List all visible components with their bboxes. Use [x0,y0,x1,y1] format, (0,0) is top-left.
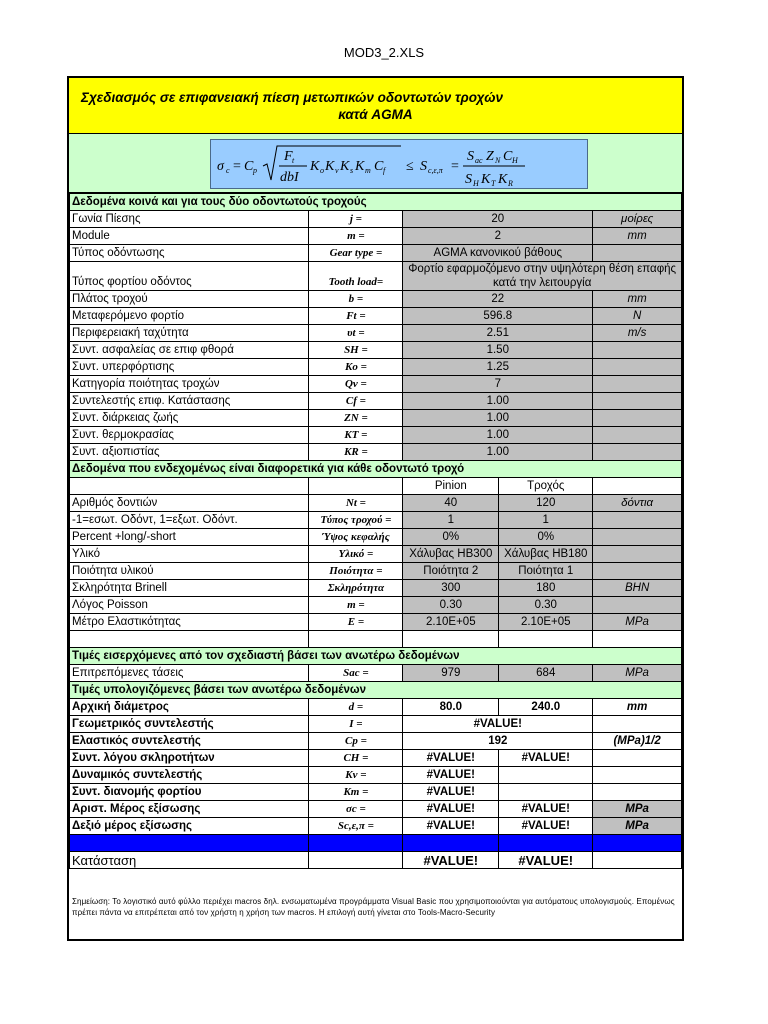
row-value[interactable]: 1.00 [403,444,593,461]
row-unit[interactable] [593,750,682,767]
row-symbol[interactable]: KR = [309,444,403,461]
pinion-value[interactable]: 80.0 [403,699,499,716]
svg-text:o: o [320,166,324,175]
blank-cell[interactable] [403,835,499,852]
blank-cell[interactable] [593,631,682,648]
row-label[interactable]: Συντ. υπερφόρτισης [70,359,309,376]
blank-cell[interactable] [70,631,309,648]
row-symbol[interactable]: Σκληρότητα [309,580,403,597]
row-unit[interactable] [593,393,682,410]
row-value[interactable]: 20 [403,211,593,228]
row-unit[interactable]: m/s [593,325,682,342]
row-unit[interactable] [593,512,682,529]
common-row [70,262,682,291]
blank-cell[interactable] [593,478,682,495]
row-label[interactable]: -1=εσωτ. Οδόντ, 1=εξωτ. Οδόντ. [70,512,309,529]
row-label[interactable]: Συντ. λόγου σκληροτήτων [70,750,309,767]
svg-text:c,ε,π: c,ε,π [428,166,443,175]
gear-value[interactable]: 180 [499,580,593,597]
column-header-row [70,478,682,495]
pinion-value[interactable]: 1 [403,512,499,529]
svg-text:ac: ac [475,156,483,165]
row-unit[interactable] [593,427,682,444]
svg-text:K: K [355,159,365,174]
common-row [70,444,682,461]
common-row [70,376,682,393]
gear-row [70,614,682,631]
row-label[interactable]: Λόγος Poisson [70,597,309,614]
row-value[interactable]: AGMA κανονικού βάθους [403,245,593,262]
gear-row [70,546,682,563]
calc-row [70,716,682,733]
row-unit[interactable] [593,784,682,801]
pinion-status[interactable]: #VALUE! [403,852,499,869]
row-label[interactable]: Συντ. θερμοκρασίας [70,427,309,444]
calc-row [70,733,682,750]
pinion-value[interactable]: 40 [403,495,499,512]
title-line-1: Σχεδιασμός σε επιφανειακή πίεση μετωπικών οδοντωτών τροχών [81,90,503,105]
common-row [70,325,682,342]
row-unit[interactable] [593,376,682,393]
common-row [70,245,682,262]
row-value[interactable]: Φορτίο εφαρμοζόμενο στην υψηλότερη θέση επαφής κατά την λειτουργία [403,262,682,291]
row-value[interactable]: 1.00 [403,393,593,410]
calc-row [70,750,682,767]
svg-text:=: = [451,159,459,174]
row-label[interactable]: Συντ. διανομής φορτίου [70,784,309,801]
row-unit[interactable]: mm [593,699,682,716]
svg-text:C: C [374,159,384,174]
pinion-value[interactable]: #VALUE! [403,801,499,818]
row-label[interactable]: Περιφερειακή ταχύτητα [70,325,309,342]
section-calculated-label[interactable]: Τιμές υπολογιζόμενες βάσει των ανωτέρω δεδομένων [70,682,682,699]
svg-text:S: S [420,159,427,174]
row-label[interactable]: Αριστ. Μέρος εξίσωσης [70,801,309,818]
row-unit[interactable]: δόντια [593,495,682,512]
row-label[interactable]: Σκληρότητα Brinell [70,580,309,597]
row-unit[interactable] [593,563,682,580]
gear-value[interactable]: 1 [499,512,593,529]
row-label[interactable]: Μεταφερόμενο φορτίο [70,308,309,325]
row-unit[interactable]: MPa [593,801,682,818]
pinion-value[interactable]: #VALUE! [403,784,499,801]
row-symbol[interactable]: Υλικό = [309,546,403,563]
common-row [70,342,682,359]
svg-text:≤: ≤ [406,159,414,174]
row-label[interactable]: Κατάσταση [70,852,309,869]
row-unit[interactable] [593,410,682,427]
row-symbol[interactable]: σc = [309,801,403,818]
row-symbol[interactable]: Sc,ε,π = [309,818,403,835]
svg-text:p: p [253,166,257,175]
row-symbol[interactable]: Tooth load= [309,262,403,291]
gear-value[interactable]: 0% [499,529,593,546]
gear-value[interactable] [499,767,593,784]
svg-text:v: v [335,166,339,175]
blank-cell[interactable] [70,835,309,852]
gear-value[interactable]: #VALUE! [499,750,593,767]
row-unit[interactable]: mm [593,291,682,308]
row-label[interactable]: Γεωμετρικός συντελεστής [70,716,309,733]
row-unit[interactable]: MPa [593,818,682,835]
row-unit[interactable]: BHN [593,580,682,597]
row-label[interactable]: Συντ. διάρκειας ζωής [70,410,309,427]
row-value[interactable]: 1.00 [403,427,593,444]
svg-text:C: C [503,149,513,164]
row-value[interactable]: 596.8 [403,308,593,325]
row-symbol[interactable]: Ko = [309,359,403,376]
row-symbol[interactable]: m = [309,228,403,245]
row-value[interactable]: 1.00 [403,410,593,427]
blank-cell[interactable] [70,478,309,495]
input-row [70,665,682,682]
agma-formula [210,139,588,189]
row-symbol[interactable]: d = [309,699,403,716]
gear-row [70,563,682,580]
calc-row [70,767,682,784]
section-common-label[interactable]: Δεδομένα κοινά και για τους δύο οδοντωτούς τροχούς [70,194,682,211]
blank-cell[interactable] [499,835,593,852]
calc-row [70,801,682,818]
row-label[interactable]: Module [70,228,309,245]
blank-cell[interactable] [499,631,593,648]
row-unit[interactable] [593,597,682,614]
gear-value[interactable]: 0.30 [499,597,593,614]
row-symbol[interactable]: Km = [309,784,403,801]
common-row [70,393,682,410]
row-label[interactable]: Τύπος φορτίου οδόντος [70,262,309,291]
gear-status[interactable]: #VALUE! [499,852,593,869]
row-unit[interactable]: MPa [593,614,682,631]
row-unit[interactable]: μοίρες [593,211,682,228]
blank-cell[interactable] [309,852,403,869]
svg-text:F: F [284,149,293,164]
svg-text:S: S [467,149,474,164]
combined-value[interactable]: #VALUE! [403,716,593,733]
svg-text:=: = [233,159,241,174]
row-label[interactable]: Μέτρο Ελαστικότητας [70,614,309,631]
calc-row [70,818,682,835]
pinion-value[interactable]: 2.10E+05 [403,614,499,631]
common-row [70,211,682,228]
row-label[interactable]: Τύπος οδόντωσης [70,245,309,262]
row-symbol[interactable]: SH = [309,342,403,359]
row-symbol[interactable]: CH = [309,750,403,767]
row-value[interactable]: 2 [403,228,593,245]
row-symbol[interactable]: Τύπος τροχού = [309,512,403,529]
gear-value[interactable] [499,784,593,801]
pinion-value[interactable]: Ποιότητα 2 [403,563,499,580]
section-calculated [70,682,682,699]
svg-text:T: T [491,179,496,188]
svg-text:m: m [365,166,371,175]
macro-note: Σημείωση: Το λογιστικό αυτό φύλλο περιέχει macros δηλ. ενσωματωμένα προγράμματα Visual Basic που χρησιμοποιούνται για αυτόματους υπολογισμούς. Επομένως πρέπει πάντα να επιτρέπεται από τον χρήστη η χρήση των macros. Η επιλογή αυτή γίνεται στο Tools-Macro-Security [72,897,675,917]
row-label[interactable]: Ελαστικός συντελεστής [70,733,309,750]
header-pinion[interactable]: Pinion [403,478,499,495]
pinion-value[interactable]: #VALUE! [403,750,499,767]
blank-cell[interactable] [593,852,682,869]
row-unit[interactable] [593,546,682,563]
common-row [70,228,682,245]
row-label[interactable]: Κατηγορία ποιότητας τροχών [70,376,309,393]
blank-cell[interactable] [403,631,499,648]
row-value[interactable]: 1.25 [403,359,593,376]
row-value[interactable]: 22 [403,291,593,308]
row-label[interactable]: Δυναμικός συντελεστής [70,767,309,784]
row-unit[interactable] [593,529,682,546]
pinion-value[interactable]: 300 [403,580,499,597]
svg-text:σ: σ [217,159,224,174]
row-symbol[interactable]: υt = [309,325,403,342]
section-per-gear [70,461,682,478]
svg-text:N: N [495,156,501,165]
section-designer-input-label[interactable]: Τιμές εισερχόμενες από τον σχεδιαστή βάσει των ανωτέρω δεδομένων [70,648,682,665]
spreadsheet [67,76,684,941]
svg-text:s: s [350,166,354,175]
row-symbol[interactable]: Sac = [309,665,403,682]
row-symbol[interactable]: j = [309,211,403,228]
gear-row [70,512,682,529]
row-label[interactable]: Πλάτος τροχού [70,291,309,308]
row-symbol[interactable]: Kv = [309,767,403,784]
gear-value[interactable]: #VALUE! [499,818,593,835]
row-symbol[interactable]: Ποιότητα = [309,563,403,580]
row-label[interactable]: Percent +long/-short [70,529,309,546]
gear-value[interactable]: Χάλυβας HB180 [499,546,593,563]
gear-row [70,580,682,597]
blank-cell[interactable] [309,478,403,495]
row-label[interactable]: Επιτρεπόμενες τάσεις [70,665,309,682]
combined-value[interactable]: 192 [403,733,593,750]
row-unit[interactable] [593,245,682,262]
row-label[interactable]: Υλικό [70,546,309,563]
row-symbol[interactable]: Qv = [309,376,403,393]
row-symbol[interactable]: Ύψος κεφαλής [309,529,403,546]
gear-row [70,495,682,512]
pinion-value[interactable]: #VALUE! [403,767,499,784]
row-symbol[interactable]: I = [309,716,403,733]
row-label[interactable]: Γωνία Πίεσης [70,211,309,228]
row-symbol[interactable]: m = [309,597,403,614]
section-designer-input [70,648,682,665]
svg-text:K: K [498,172,508,187]
pinion-value[interactable]: 0% [403,529,499,546]
row-label[interactable]: Δεξιό μέρος εξίσωσης [70,818,309,835]
row-unit[interactable]: (MPa)1/2 [593,733,682,750]
row-label[interactable]: Ποιότητα υλικού [70,563,309,580]
gear-row [70,529,682,546]
svg-text:K: K [310,159,320,174]
data-table [69,193,682,869]
row-symbol[interactable]: E = [309,614,403,631]
row-label[interactable]: Συντ. αξιοπιστίας [70,444,309,461]
title-box [69,78,682,134]
row-label[interactable]: Αρχική διάμετρος [70,699,309,716]
common-row [70,410,682,427]
row-unit[interactable] [593,716,682,733]
row-unit[interactable]: N [593,308,682,325]
gear-value[interactable]: #VALUE! [499,801,593,818]
gear-value[interactable]: 120 [499,495,593,512]
row-label[interactable]: Συντελεστής επιφ. Κατάστασης [70,393,309,410]
row-value[interactable]: 7 [403,376,593,393]
row-symbol[interactable]: ZN = [309,410,403,427]
svg-text:R: R [508,179,513,188]
svg-text:f: f [383,166,386,175]
svg-text:c: c [226,166,230,175]
svg-text:H: H [473,179,479,188]
row-unit[interactable]: MPa [593,665,682,682]
common-row [70,291,682,308]
common-row [70,308,682,325]
row-unit[interactable] [593,342,682,359]
blank-cell[interactable] [593,835,682,852]
gear-value[interactable]: 2.10E+05 [499,614,593,631]
svg-text:K: K [340,159,350,174]
file-title: MOD3_2.XLS [343,45,425,60]
row-unit[interactable]: mm [593,228,682,245]
row-unit[interactable] [593,444,682,461]
row-value[interactable]: 1.50 [403,342,593,359]
row-symbol[interactable]: b = [309,291,403,308]
calc-row [70,784,682,801]
calc-row [70,699,682,716]
svg-text:t: t [292,156,295,165]
section-common [70,194,682,211]
svg-text:dbI: dbI [280,170,299,185]
row-symbol[interactable]: Nt = [309,495,403,512]
spacer-row [70,631,682,648]
row-unit[interactable] [593,359,682,376]
status-row [70,852,682,869]
row-label[interactable]: Αριθμός δοντιών [70,495,309,512]
pinion-value[interactable]: 979 [403,665,499,682]
svg-text:K: K [481,172,491,187]
pinion-value[interactable]: 0.30 [403,597,499,614]
gear-row [70,597,682,614]
svg-text:C: C [244,159,254,174]
row-value[interactable]: 2.51 [403,325,593,342]
row-symbol[interactable]: Ft = [309,308,403,325]
svg-text:S: S [465,172,472,187]
blank-cell[interactable] [309,631,403,648]
formula-band [69,134,682,193]
common-row [70,359,682,376]
blue-separator-row [70,835,682,852]
row-symbol[interactable]: Cf = [309,393,403,410]
gear-value[interactable]: 240.0 [499,699,593,716]
svg-text:Z: Z [486,149,494,164]
row-symbol[interactable]: Gear type = [309,245,403,262]
gear-value[interactable]: 684 [499,665,593,682]
blank-cell[interactable] [309,835,403,852]
common-row [70,427,682,444]
row-symbol[interactable]: Cp = [309,733,403,750]
title-line-2: κατά AGMA [338,107,413,122]
pinion-value[interactable]: #VALUE! [403,818,499,835]
pinion-value[interactable]: Χάλυβας HB300 [403,546,499,563]
row-symbol[interactable]: KT = [309,427,403,444]
row-unit[interactable] [593,767,682,784]
svg-text:K: K [325,159,335,174]
row-label[interactable]: Συντ. ασφαλείας σε επιφ φθορά [70,342,309,359]
header-gear[interactable]: Τροχός [499,478,593,495]
gear-value[interactable]: Ποιότητα 1 [499,563,593,580]
svg-text:H: H [512,156,518,165]
section-per-gear-label[interactable]: Δεδομένα που ενδεχομένως είναι διαφορετικά για κάθε οδοντωτό τροχό [70,461,682,478]
